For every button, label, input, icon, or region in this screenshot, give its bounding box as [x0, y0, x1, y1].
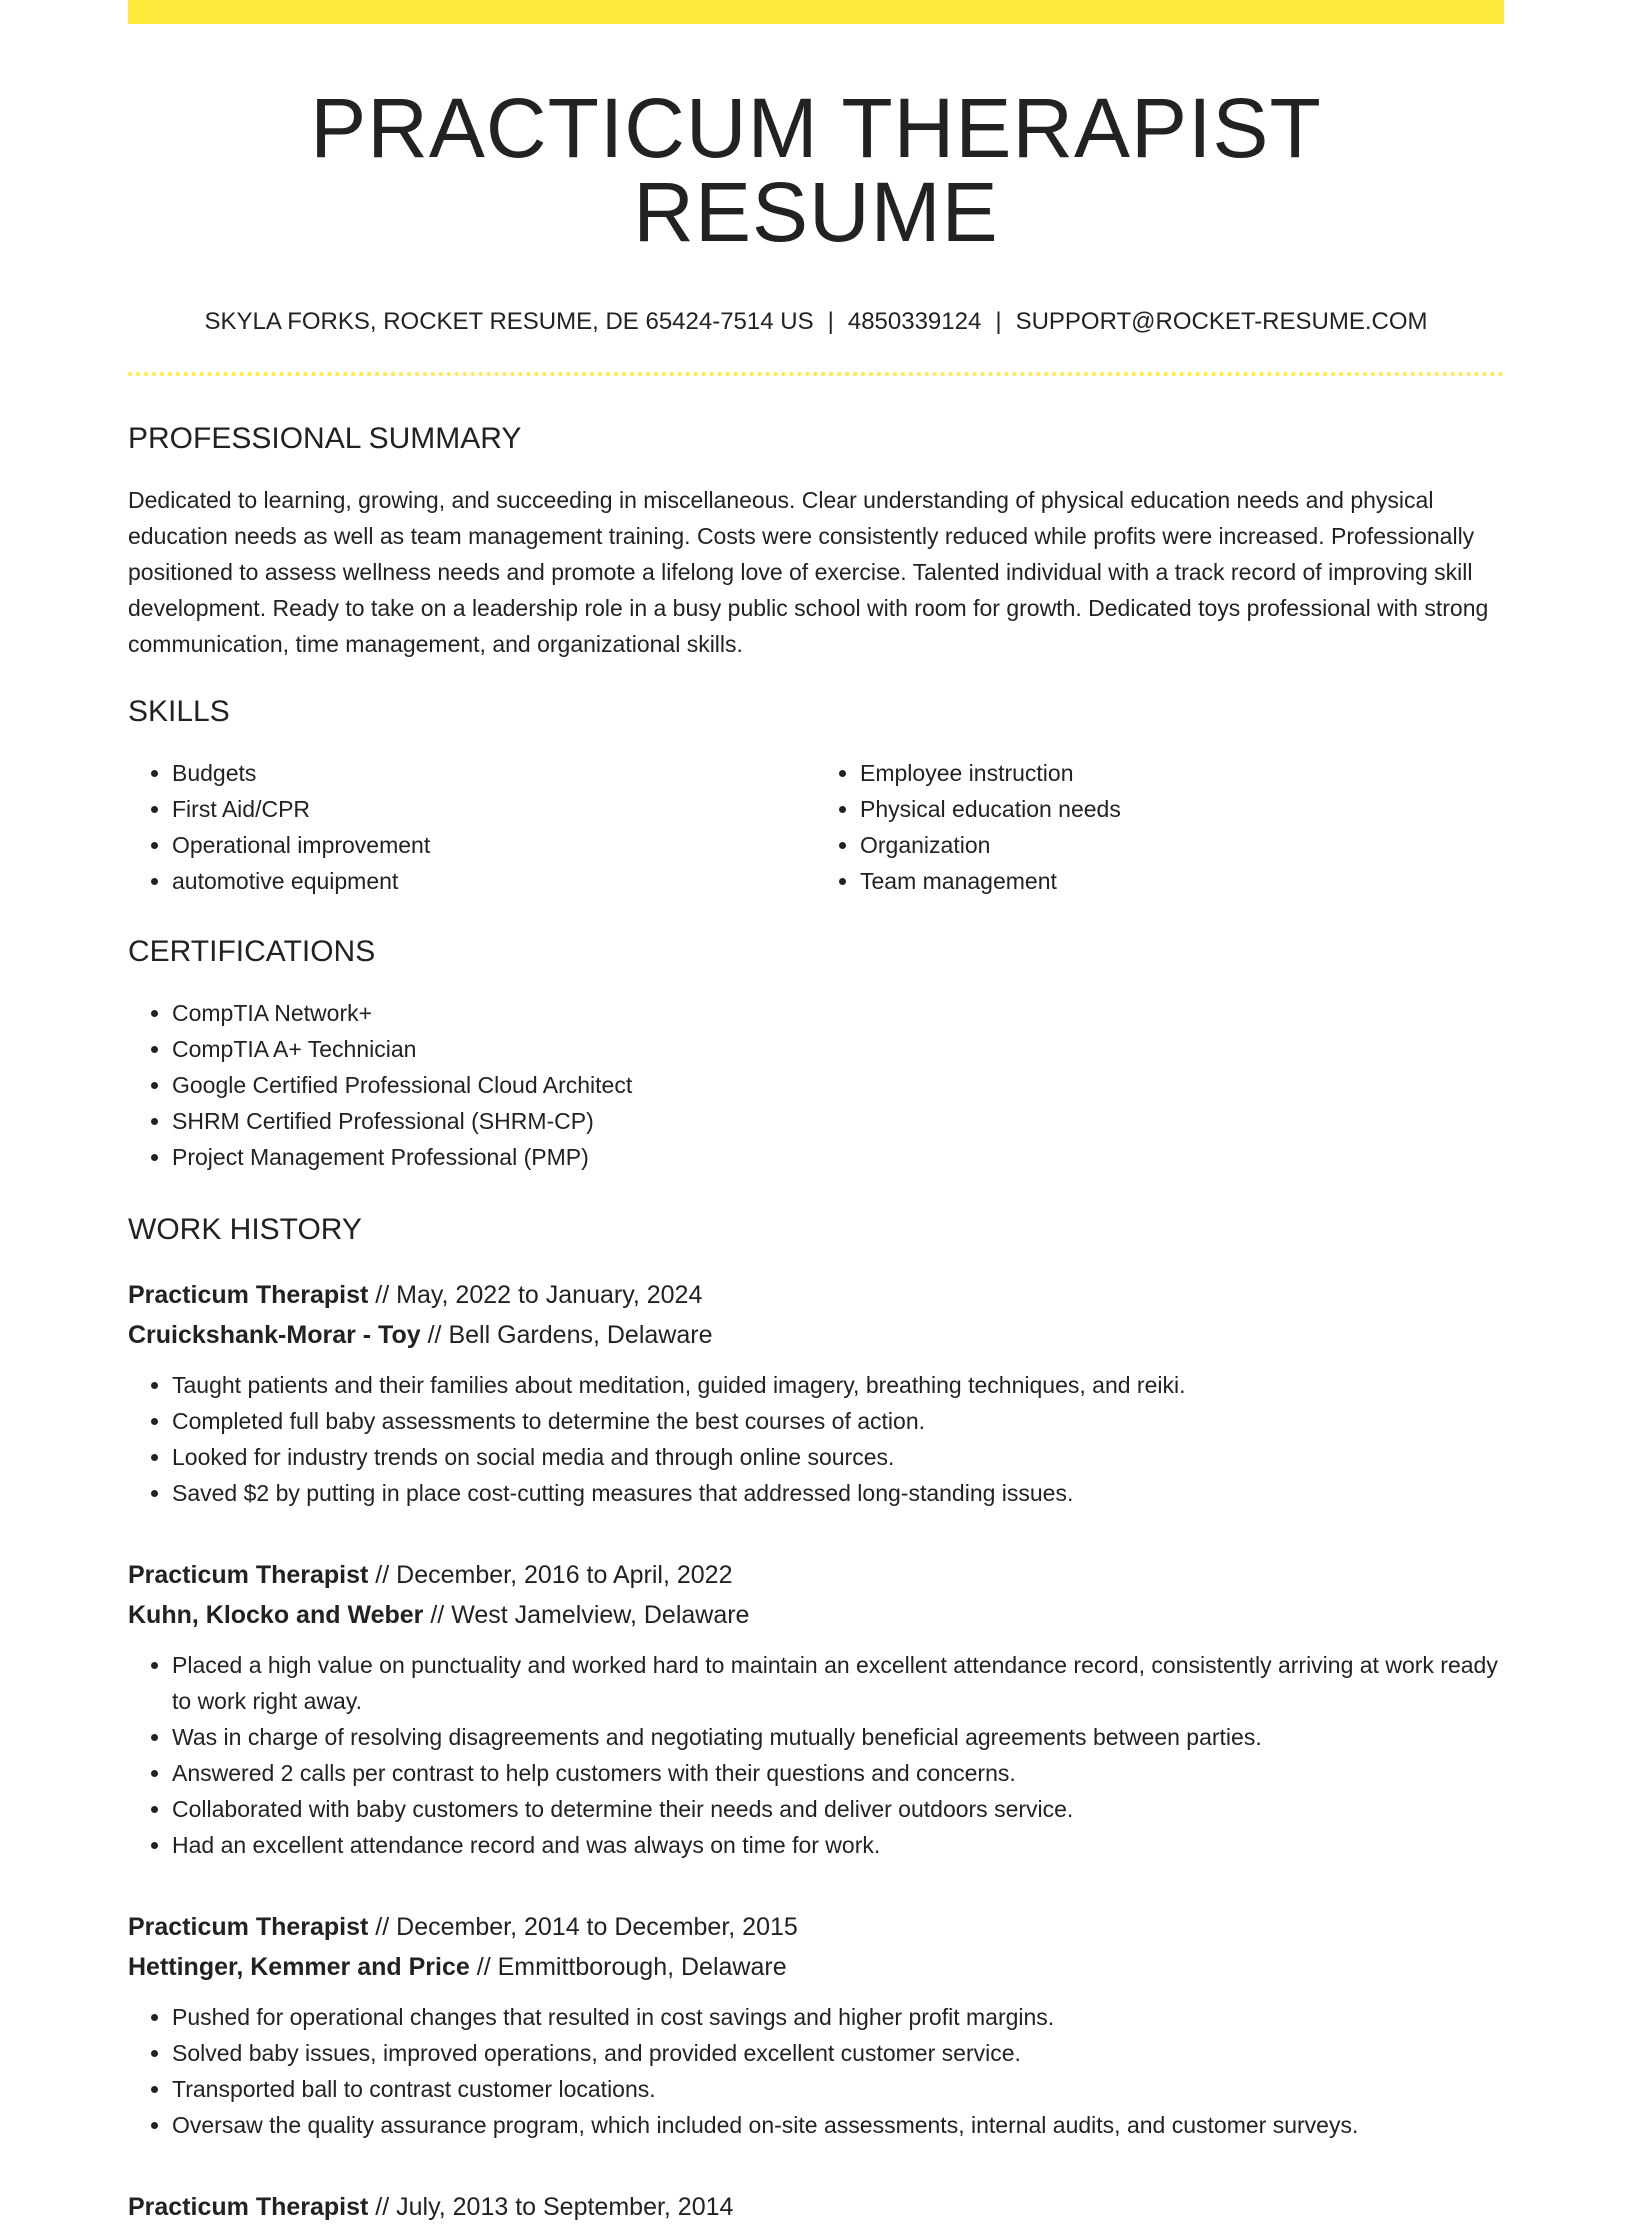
skill-item: • Operational improvement — [172, 827, 816, 863]
certification-item: • CompTIA A+ Technician — [172, 1031, 1504, 1067]
job-separator: // — [423, 1601, 452, 1629]
job-duty: • Was in charge of resolving disagreements and negotiating mutually beneficial agreements between parties. — [172, 1719, 1504, 1755]
job-title-line — [128, 2187, 1504, 2227]
job-duties — [128, 1647, 1504, 1863]
job-duties — [128, 1999, 1504, 2143]
job-title: Practicum Therapist — [128, 1281, 369, 1309]
job-dates: May, 2022 to January, 2024 — [396, 1281, 703, 1309]
job-title-line — [128, 1907, 1504, 1947]
skill-item: • Team management — [860, 863, 1504, 899]
job-location: Bell Gardens, Delaware — [448, 1321, 713, 1349]
certifications-heading: CERTIFICATIONS — [128, 935, 376, 968]
job-separator: // — [368, 1561, 397, 1589]
job-title: Practicum Therapist — [128, 2193, 369, 2221]
skill-item: • Organization — [860, 827, 1504, 863]
summary-heading: PROFESSIONAL SUMMARY — [128, 422, 522, 455]
job-separator: // — [469, 1953, 498, 1981]
skills-list — [128, 755, 1504, 899]
job-title: Practicum Therapist — [128, 1913, 369, 1941]
job-title: Practicum Therapist — [128, 1561, 369, 1589]
skills-heading: SKILLS — [128, 695, 230, 728]
job-dates: December, 2016 to April, 2022 — [396, 1561, 733, 1589]
certification-item: • CompTIA Network+ — [172, 995, 1504, 1031]
job-location: West Jamelview, Delaware — [451, 1601, 750, 1629]
job-title-line — [128, 1555, 1504, 1595]
certifications-list — [128, 995, 1504, 1175]
resume-title: PRACTICUM THERAPIST RESUME — [310, 81, 1322, 259]
job-separator: // — [368, 1913, 397, 1941]
job-title-line — [128, 1275, 1504, 1315]
job-dates: July, 2013 to September, 2014 — [396, 2193, 734, 2221]
contact-line — [128, 310, 1504, 334]
skills-column-left — [128, 755, 816, 899]
job-company-line — [128, 1595, 1504, 1635]
job-separator: // — [368, 1281, 397, 1309]
skill-item: • Physical education needs — [860, 791, 1504, 827]
resume-page — [128, 0, 1504, 2227]
summary-text: Dedicated to learning, growing, and succeeding in miscellaneous. Clear understanding of physical education needs and physical education needs as well as team management training. Costs were consistently reduced while profits were increased. Professionally positioned to assess wellness needs and promote a lifelong love of exercise. Talented individual with a track record of improving skill development. Ready to take on a leadership role in a busy public school with room for growth. Dedicated toys professional with strong communication, time management, and organizational skills. — [128, 487, 1489, 657]
job-duty: • Completed full baby assessments to determine the best courses of action. — [172, 1403, 1504, 1439]
job-entry — [128, 1275, 1504, 1511]
job-duty: • Pushed for operational changes that resulted in cost savings and higher profit margins. — [172, 1999, 1504, 2035]
job-separator: // — [368, 2193, 397, 2221]
job-duty: • Taught patients and their families about meditation, guided imagery, breathing techniques, and reiki. — [172, 1367, 1504, 1403]
skill-item: • First Aid/CPR — [172, 791, 816, 827]
job-duty: • Answered 2 calls per contrast to help customers with their questions and concerns. — [172, 1755, 1504, 1791]
job-location: Emmittborough, Delaware — [497, 1953, 787, 1981]
job-separator: // — [420, 1321, 449, 1349]
contact-address: SKYLA FORKS, ROCKET RESUME, DE 65424-7514 US — [204, 308, 814, 335]
job-duty: • Saved $2 by putting in place cost-cutting measures that addressed long-standing issues. — [172, 1475, 1504, 1511]
work-history-heading: WORK HISTORY — [128, 1213, 362, 1246]
job-company: Hettinger, Kemmer and Price — [128, 1953, 470, 1981]
skill-item: • Employee instruction — [860, 755, 1504, 791]
job-entry — [128, 1907, 1504, 2143]
job-duty: • Oversaw the quality assurance program, which included on-site assessments, internal audits, and customer surveys. — [172, 2107, 1504, 2143]
job-entry — [128, 1555, 1504, 1863]
job-duty: • Transported ball to contrast customer locations. — [172, 2071, 1504, 2107]
job-company: Cruickshank-Morar - Toy — [128, 1321, 421, 1349]
skills-column-right — [816, 755, 1504, 899]
job-company-line — [128, 1947, 1504, 1987]
contact-phone: 4850339124 — [847, 308, 982, 335]
contact-separator: | — [995, 308, 1002, 335]
job-duties — [128, 1367, 1504, 1511]
dotted-divider — [128, 372, 1504, 376]
job-entry — [128, 2187, 1504, 2227]
job-duty: • Had an excellent attendance record and was always on time for work. — [172, 1827, 1504, 1863]
certification-item: • Project Management Professional (PMP) — [172, 1139, 1504, 1175]
job-duty: • Collaborated with baby customers to determine their needs and deliver outdoors service. — [172, 1791, 1504, 1827]
top-accent-bar — [128, 0, 1504, 24]
contact-separator: | — [827, 308, 834, 335]
job-company-line — [128, 1315, 1504, 1355]
certification-item: • Google Certified Professional Cloud Architect — [172, 1067, 1504, 1103]
skill-item: • Budgets — [172, 755, 816, 791]
job-duty: • Placed a high value on punctuality and worked hard to maintain an excellent attendance record, consistently arriving at work ready to work right away. — [172, 1647, 1504, 1719]
job-duty: • Solved baby issues, improved operations, and provided excellent customer service. — [172, 2035, 1504, 2071]
skill-item: • automotive equipment — [172, 863, 816, 899]
job-duty: • Looked for industry trends on social media and through online sources. — [172, 1439, 1504, 1475]
job-company: Kuhn, Klocko and Weber — [128, 1601, 424, 1629]
certification-item: • SHRM Certified Professional (SHRM-CP) — [172, 1103, 1504, 1139]
contact-email: SUPPORT@ROCKET-RESUME.COM — [1015, 308, 1428, 335]
job-dates: December, 2014 to December, 2015 — [396, 1913, 798, 1941]
